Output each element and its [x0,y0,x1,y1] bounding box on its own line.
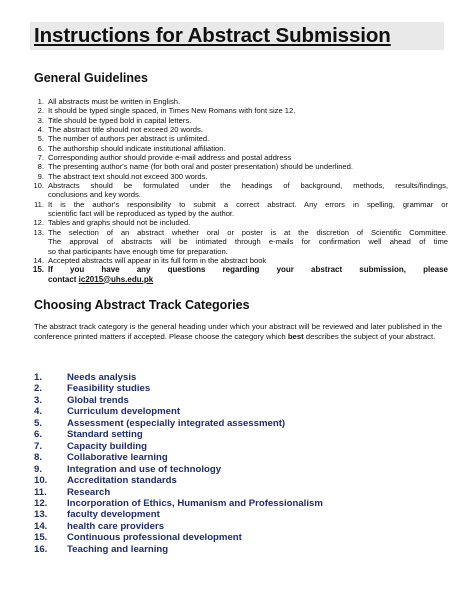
track-number: 11. [34,486,47,498]
list-text-line: The abstract text should not exceed 300 words. [48,171,208,181]
track-item [34,498,444,509]
list-item [28,218,448,227]
list-item [28,153,448,162]
list-item [28,144,448,153]
list-number: 8. [37,162,44,172]
track-item [34,383,444,394]
list-item [28,181,448,200]
list-item [28,172,448,181]
track-number: 15. [34,532,48,544]
track-item [34,544,444,555]
list-number: 13. [33,227,44,237]
track-number: 12. [34,497,48,509]
track-item [34,509,444,520]
list-text-line: scientific fact will be reproduced as typed by the author. [48,209,235,219]
track-list [34,372,444,555]
track-number: 4. [34,406,43,418]
track-item [34,406,444,417]
list-text-line: The selection of an abstract whether oral or poster is at the discretion of Scientific Committee. [48,227,448,237]
list-text-line: The abstract title should not exceed 20 words. [48,125,203,135]
track-item [34,372,444,383]
list-text-line: The presenting author's name (for both oral and poster presentation) should be underlined. [48,162,353,172]
track-number: 5. [34,417,43,429]
list-number: 4. [37,125,44,135]
track-number: 16. [34,543,48,555]
track-item [34,475,444,486]
track-number: 8. [34,452,43,464]
list-text [48,125,448,134]
list-item [28,125,448,134]
contact-prefix: contact [48,274,79,284]
list-number: 14. [33,255,44,265]
track-label: Integration and use of technology [67,463,222,475]
list-text-line: Accepted abstracts will appear in its full form in the abstract book [48,255,267,265]
intro-emphasis: best [287,332,304,342]
page-title: Instructions for Abstract Submission [34,24,391,47]
list-number: 12. [33,218,44,228]
track-item [34,487,444,498]
list-number: 11. [34,199,44,209]
list-item [28,162,448,171]
track-label: Global trends [67,394,129,406]
general-guidelines-heading: General Guidelines [34,71,148,85]
list-text-line: Tables and graphs should not be included. [48,218,191,228]
track-number: 10. [34,475,48,487]
track-item [34,532,444,543]
track-number: 9. [34,463,43,475]
guidelines-list [28,97,448,284]
list-text-line: conclusions and key words. [48,190,141,200]
list-text [48,106,448,115]
list-text [48,97,448,106]
list-text [48,228,448,256]
contact-line: If you have any questions regarding your abstract submission, please [48,265,448,275]
list-text-line: The authorship should indicate institutional affiliation. [48,143,226,153]
list-number: 5. [37,134,44,144]
track-intro-paragraph [34,322,442,343]
list-text [48,116,448,125]
track-label: faculty development [67,509,160,521]
list-text [48,153,448,162]
track-item [34,464,444,475]
track-item [34,521,444,532]
track-label: Teaching and learning [67,543,169,555]
track-number: 13. [34,509,48,521]
list-text-line: The approval of abstracts will be intimated through e-mails for confirmation well ahead of time [48,237,448,247]
track-item [34,441,444,452]
track-label: Accreditation standards [67,475,177,487]
track-number: 7. [34,440,43,452]
list-number: 1. [37,97,44,106]
track-label: Collaborative learning [67,452,168,464]
list-text-line: All abstracts must be written in English. [48,97,181,106]
track-number: 6. [34,429,43,441]
track-label: Capacity building [67,440,147,452]
list-text [48,218,448,227]
track-label: health care providers [67,520,165,532]
track-number: 1. [34,372,43,383]
list-number: 3. [37,115,44,125]
list-text-line: The number of authors per abstract is unlimited. [48,134,210,144]
list-item [28,106,448,115]
list-text [48,256,448,265]
list-number: 15. [32,265,44,275]
list-text [48,200,448,219]
track-categories-heading: Choosing Abstract Track Categories [34,298,250,312]
list-text-line: Title should be typed bold in capital letters. [48,115,192,125]
list-text [48,172,448,181]
list-item [28,97,448,106]
list-item [28,116,448,125]
list-number: 9. [37,171,44,181]
list-number: 7. [37,153,44,163]
contact-text [48,265,448,284]
list-text-line: It is the author's responsibility to submit a correct abstract. Any errors in spelling, grammar or [48,199,448,209]
contact-item [28,265,448,284]
list-text [48,181,448,200]
track-item [34,418,444,429]
track-item [34,395,444,406]
contact-email-link[interactable]: ic2015@uhs.edu.pk [78,274,154,284]
track-item [34,429,444,440]
list-text-line: Abstracts should be formulated under the headings of background, methods, results/findings, [48,181,448,191]
intro-text-end: describes the subject of your abstract. [303,332,436,342]
list-number: 10. [33,181,44,191]
intro-text: The abstract track category is the general heading under which your abstract will be reviewed and later published in the conference printed matters if accepted. Please choose the category which [34,322,442,342]
list-item [28,256,448,265]
list-text-line: Corresponding author should provide e-mail address and postal address [48,153,292,163]
list-text [48,162,448,171]
list-number: 2. [37,106,44,116]
track-number: 2. [34,383,43,395]
track-label: Research [67,486,111,498]
track-label: Feasibility studies [67,383,151,395]
list-text-line: It should be typed single spaced, in Times New Romans with font size 12. [48,106,296,116]
track-label: Continuous professional development [67,532,242,544]
track-item [34,452,444,463]
list-item [28,200,448,219]
list-text [48,144,448,153]
track-label: Incorporation of Ethics, Humanism and Professionalism [67,497,323,509]
contact-line-2 [48,275,448,284]
track-number: 3. [34,394,43,406]
track-label: Needs analysis [67,372,137,383]
track-label: Curriculum development [67,406,181,418]
list-item [28,134,448,143]
list-number: 6. [37,143,44,153]
list-text [48,134,448,143]
track-label: Assessment (especially integrated assessment) [67,417,286,429]
list-item [28,228,448,256]
list-text-line: so that participants have enough time for preparation. [48,246,228,256]
track-label: Standard setting [67,429,143,441]
track-number: 14. [34,520,48,532]
